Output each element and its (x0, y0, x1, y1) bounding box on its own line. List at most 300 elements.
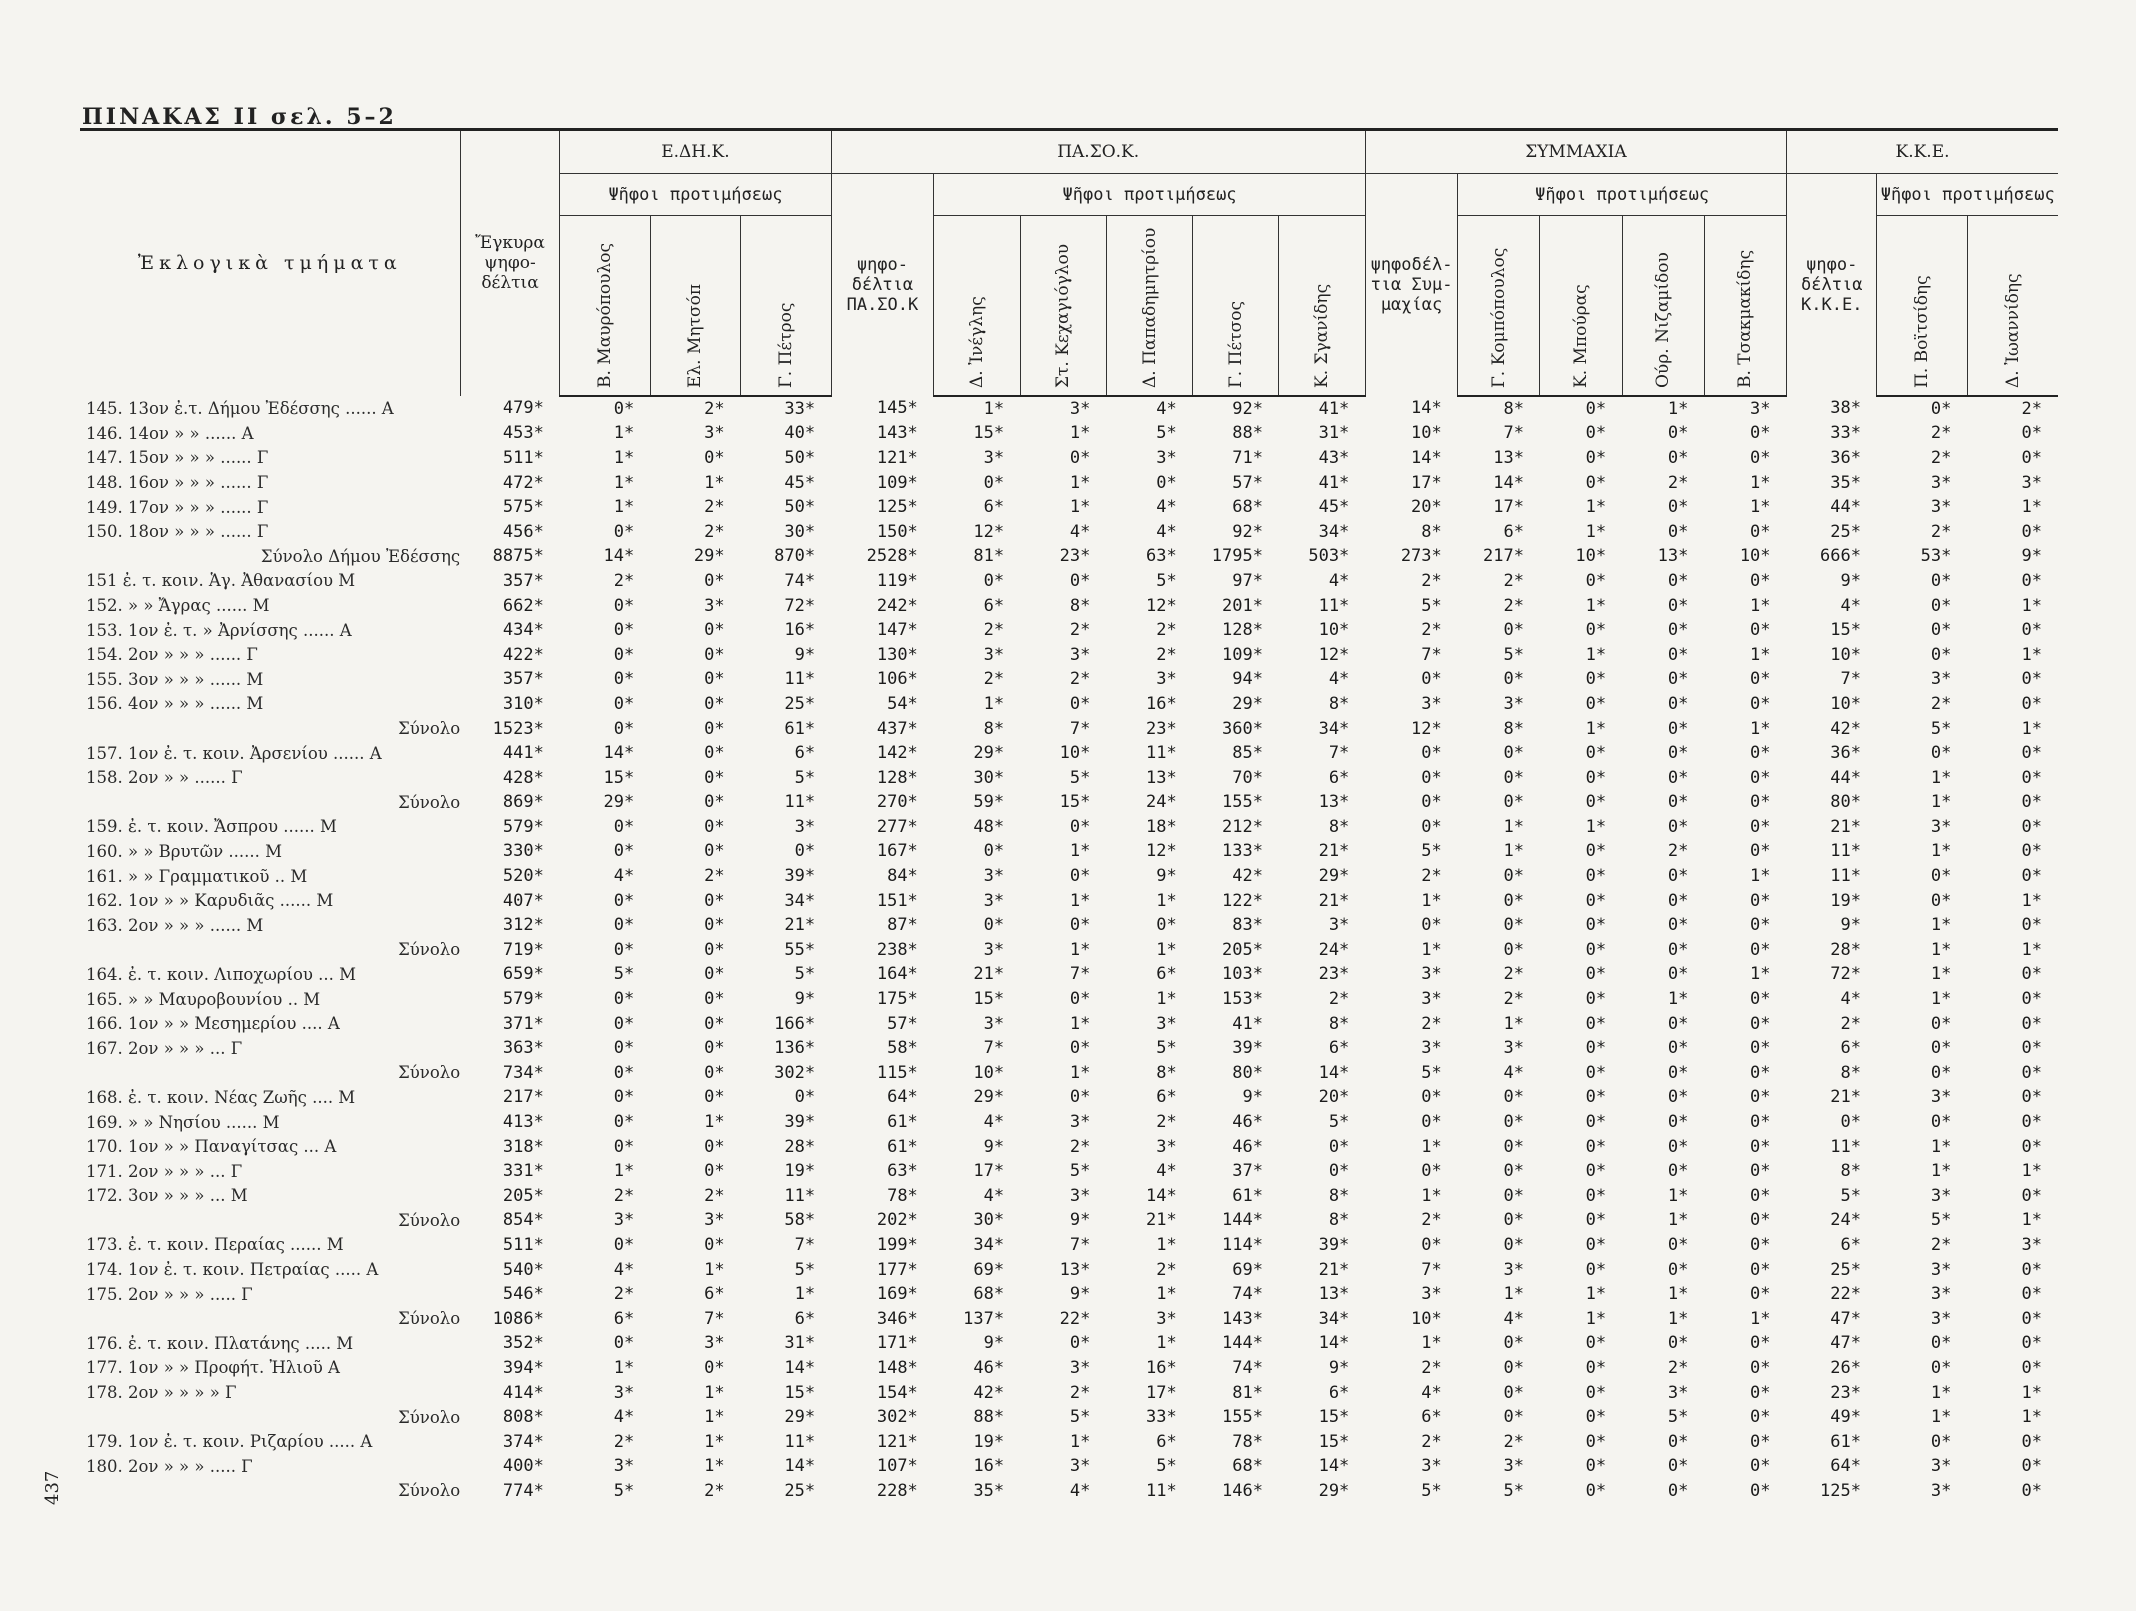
vote-count-cell: 13* (1493, 447, 1524, 468)
vote-count-cell: 0* (794, 841, 816, 862)
vote-count-cell: 14* (1145, 1185, 1177, 1206)
vote-count-cell: 88* (1232, 423, 1263, 444)
vote-count-cell: 0* (1069, 816, 1091, 837)
vote-count-cell: 1* (1585, 1284, 1607, 1305)
vote-count-cell: 3* (983, 1013, 1005, 1034)
vote-count-cell: 3* (1156, 669, 1177, 690)
vote-count-cell: 1* (1503, 841, 1524, 862)
vote-count-cell: 0* (704, 1062, 725, 1083)
vote-count-cell: 0* (613, 718, 635, 739)
vote-count-cell: 1* (1930, 989, 1952, 1010)
vote-count-cell: 0* (1585, 669, 1607, 690)
vote-count-cell: 0* (613, 1112, 635, 1133)
vote-count-cell: 2* (983, 669, 1005, 690)
vote-count-cell: 155* (1222, 792, 1263, 813)
vote-count-cell: 1* (1156, 890, 1177, 911)
table-row (80, 1011, 2058, 1036)
vote-count-cell: 870* (774, 546, 816, 567)
vote-count-cell: 7* (1069, 964, 1091, 985)
vote-count-cell: 1* (1585, 718, 1607, 739)
vote-count-cell: 23* (1145, 718, 1177, 739)
vote-count-cell: 5* (1421, 595, 1442, 616)
vote-count-cell: 3* (704, 595, 725, 616)
vote-count-cell: 0* (1750, 1259, 1771, 1280)
vote-count-cell: 39* (1318, 1234, 1350, 1255)
vote-count-cell: 3* (1069, 644, 1091, 665)
vote-count-cell: 2* (1503, 570, 1524, 591)
vote-count-cell: 0* (1503, 669, 1524, 690)
vote-count-cell: 0* (1750, 1431, 1771, 1452)
vote-count-cell: 0* (1503, 1234, 1524, 1255)
vote-count-cell: 0* (1585, 1161, 1607, 1182)
vote-count-cell: 1* (704, 1407, 725, 1428)
vote-count-cell: 4* (1156, 521, 1177, 542)
vote-count-cell: 6* (1156, 1431, 1177, 1452)
vote-count-cell: 0* (1667, 1087, 1689, 1108)
vote-count-cell: 0* (1750, 1161, 1771, 1182)
vote-count-cell: 0* (704, 644, 725, 665)
vote-count-cell: 30* (784, 521, 816, 542)
vote-count-cell: 63* (887, 1161, 918, 1182)
vote-count-cell: 61* (784, 718, 816, 739)
table-row (80, 839, 2058, 864)
polling-station-label: 161. » » Γραμματικοῦ .. Μ (86, 866, 308, 886)
vote-count-cell: 2* (1930, 423, 1952, 444)
vote-count-cell: 1* (1069, 841, 1091, 862)
vote-count-cell: 394* (502, 1357, 544, 1378)
vote-count-cell: 0* (704, 767, 725, 788)
vote-count-cell: 472* (502, 472, 544, 493)
vote-count-cell: 17* (1411, 472, 1442, 493)
vote-count-cell: 0* (1069, 1087, 1091, 1108)
vote-count-cell: 55* (784, 939, 816, 960)
polling-station-label: 156. 4ον » » » ...... Μ (86, 694, 264, 714)
vote-count-cell: 666* (1819, 546, 1861, 567)
vote-count-cell: 151* (876, 890, 918, 911)
vote-count-cell: 36* (1830, 447, 1861, 468)
vote-count-cell: 0* (1421, 1234, 1442, 1255)
table-row (80, 495, 2058, 520)
vote-count-cell: 1* (704, 1259, 725, 1280)
vote-count-cell: 2* (613, 1185, 635, 1206)
vote-count-cell: 0* (2021, 1357, 2042, 1378)
vote-count-cell: 0* (1667, 767, 1689, 788)
vote-count-cell: 0* (1667, 1161, 1689, 1182)
vote-count-cell: 0* (2021, 1308, 2042, 1329)
vote-count-cell: 6* (1328, 1382, 1350, 1403)
vote-count-cell: 0* (704, 1087, 725, 1108)
vote-count-cell: 0* (1750, 1480, 1771, 1501)
vote-count-cell: 1* (1750, 1308, 1771, 1329)
vote-count-cell: 1* (1421, 890, 1442, 911)
table-row (80, 1159, 2058, 1184)
vote-count-cell: 44* (1830, 767, 1861, 788)
vote-count-cell: 0* (1585, 989, 1607, 1010)
vote-count-cell: 1* (704, 472, 725, 493)
vote-count-cell: 3* (1503, 1038, 1524, 1059)
vote-count-cell: 546* (502, 1284, 544, 1305)
polling-station-label: Σύνολο (398, 719, 461, 739)
vote-count-cell: 29* (973, 1087, 1005, 1108)
vote-count-cell: 4* (1069, 1480, 1091, 1501)
vote-count-cell: 30* (973, 1210, 1005, 1231)
vote-count-cell: 5* (1156, 1038, 1177, 1059)
vote-count-cell: 4* (983, 1112, 1005, 1133)
table-row (80, 1282, 2058, 1307)
vote-count-cell: 1* (1585, 521, 1607, 542)
vote-count-cell: 0* (704, 792, 725, 813)
vote-count-cell: 8* (1503, 398, 1524, 419)
vote-count-cell: 3* (1421, 693, 1442, 714)
polling-station-label: 146. 14ον » » ...... Α (86, 423, 254, 443)
vote-count-cell: 0* (983, 570, 1005, 591)
vote-count-cell: 0* (1585, 1062, 1607, 1083)
vote-count-cell: 479* (502, 398, 544, 419)
table-row (80, 962, 2058, 987)
vote-count-cell: 2528* (866, 546, 918, 567)
vote-count-cell: 0* (1750, 939, 1771, 960)
vote-count-cell: 4* (1840, 989, 1861, 1010)
vote-count-cell: 0* (704, 1357, 725, 1378)
vote-count-cell: 1* (1156, 989, 1177, 1010)
vote-count-cell: 0* (1503, 1407, 1524, 1428)
vote-count-cell: 0* (1328, 1136, 1350, 1157)
vote-count-cell: 3* (1156, 1136, 1177, 1157)
vote-count-cell: 228* (876, 1480, 918, 1501)
vote-count-cell: 2* (983, 620, 1005, 641)
vote-count-cell: 0* (704, 915, 725, 936)
vote-count-cell: 14* (784, 1357, 816, 1378)
table-row (80, 618, 2058, 643)
vote-count-cell: 1* (1930, 1407, 1952, 1428)
vote-count-cell: 1086* (492, 1308, 544, 1329)
vote-count-cell: 14* (1318, 1456, 1350, 1477)
vote-count-cell: 8* (1328, 1013, 1350, 1034)
vote-count-cell: 0* (1421, 743, 1442, 764)
vote-count-cell: 1* (1750, 497, 1771, 518)
vote-count-cell: 0* (1667, 915, 1689, 936)
vote-count-cell: 1* (1585, 816, 1607, 837)
vote-count-cell: 136* (774, 1038, 816, 1059)
vote-count-cell: 61* (1830, 1431, 1861, 1452)
vote-count-cell: 6* (1156, 964, 1177, 985)
vote-count-cell: 2* (1156, 1112, 1177, 1133)
vote-count-cell: 0* (613, 915, 635, 936)
vote-count-cell: 277* (876, 816, 918, 837)
vote-count-cell: 0* (1667, 1333, 1689, 1354)
vote-count-cell: 15* (784, 1382, 816, 1403)
vote-count-cell: 1* (1503, 1013, 1524, 1034)
vote-count-cell: 30* (973, 767, 1005, 788)
vote-count-cell: 808* (502, 1407, 544, 1428)
vote-count-cell: 0* (2021, 1013, 2042, 1034)
vote-count-cell: 0* (704, 570, 725, 591)
vote-count-cell: 1* (1069, 939, 1091, 960)
vote-count-cell: 2* (1156, 1259, 1177, 1280)
vote-count-cell: 42* (973, 1382, 1005, 1403)
vote-count-cell: 3* (1421, 1456, 1442, 1477)
vote-count-cell: 0* (1930, 595, 1952, 616)
table-row (80, 1380, 2058, 1405)
vote-count-cell: 1* (1750, 964, 1771, 985)
vote-count-cell: 371* (502, 1013, 544, 1034)
vote-count-cell: 579* (502, 989, 544, 1010)
vote-count-cell: 121* (876, 1431, 918, 1452)
vote-count-cell: 3* (983, 447, 1005, 468)
vote-count-cell: 34* (973, 1234, 1005, 1255)
vote-count-cell: 34* (1318, 718, 1350, 739)
vote-count-cell: 1* (2021, 939, 2042, 960)
vote-count-cell: 0* (1667, 447, 1689, 468)
preference-votes-header: Ψῆφοι προτιμήσεως (934, 174, 1366, 216)
vote-count-cell: 312* (502, 915, 544, 936)
vote-count-cell: 3* (1156, 447, 1177, 468)
vote-count-cell: 0* (1585, 841, 1607, 862)
subtotal-row (80, 1479, 2058, 1504)
vote-count-cell: 0* (1585, 1333, 1607, 1354)
vote-count-cell: 1* (1667, 1308, 1689, 1329)
polling-station-label: 167. 2ον » » » ... Γ (86, 1038, 243, 1058)
table-row (80, 864, 2058, 889)
vote-count-cell: 31* (784, 1333, 816, 1354)
vote-count-cell: 1* (1421, 1333, 1442, 1354)
polling-station-label: 177. 1ον » » Προφήτ. Ἠλιοῦ Α (86, 1358, 340, 1378)
vote-count-cell: 0* (1750, 890, 1771, 911)
vote-count-cell: 0* (704, 669, 725, 690)
vote-count-cell: 1* (794, 1284, 816, 1305)
vote-count-cell: 3* (983, 939, 1005, 960)
vote-count-cell: 80* (1830, 792, 1861, 813)
vote-count-cell: 3* (1930, 1308, 1952, 1329)
vote-count-cell: 74* (784, 570, 816, 591)
vote-count-cell: 3* (1750, 398, 1771, 419)
vote-count-cell: 0* (2021, 1333, 2042, 1354)
vote-count-cell: 21* (1318, 890, 1350, 911)
vote-count-cell: 146* (1222, 1480, 1263, 1501)
table-row (80, 1036, 2058, 1061)
vote-count-cell: 4* (613, 866, 635, 887)
vote-count-cell: 1* (1930, 841, 1952, 862)
vote-count-cell: 39* (784, 1112, 816, 1133)
vote-count-cell: 0* (1069, 447, 1091, 468)
vote-count-cell: 1* (1156, 1234, 1177, 1255)
vote-count-cell: 4* (1156, 1161, 1177, 1182)
vote-count-cell: 5* (1930, 1210, 1952, 1231)
vote-count-cell: 53* (1920, 546, 1952, 567)
vote-count-cell: 2* (1667, 841, 1689, 862)
vote-count-cell: 16* (973, 1456, 1005, 1477)
vote-count-cell: 44* (1830, 497, 1861, 518)
vote-count-cell: 144* (1222, 1333, 1263, 1354)
vote-count-cell: 84* (887, 866, 918, 887)
vote-count-cell: 0* (1667, 521, 1689, 542)
vote-count-cell: 45* (784, 472, 816, 493)
vote-count-cell: 92* (1232, 521, 1263, 542)
vote-count-cell: 0* (1421, 767, 1442, 788)
vote-count-cell: 331* (502, 1161, 544, 1182)
vote-count-cell: 363* (502, 1038, 544, 1059)
vote-count-cell: 9* (1069, 1210, 1091, 1231)
vote-count-cell: 14* (603, 546, 635, 567)
table-row (80, 446, 2058, 471)
vote-count-cell: 0* (613, 890, 635, 911)
vote-count-cell: 1* (1069, 890, 1091, 911)
vote-count-cell: 128* (876, 767, 918, 788)
vote-count-cell: 46* (1232, 1112, 1263, 1133)
vote-count-cell: 119* (876, 570, 918, 591)
vote-count-cell: 1* (2021, 497, 2042, 518)
vote-count-cell: 19* (973, 1431, 1005, 1452)
vote-count-cell: 212* (1222, 816, 1263, 837)
vote-count-cell: 2* (1069, 1382, 1091, 1403)
vote-count-cell: 0* (1503, 915, 1524, 936)
vote-count-cell: 0* (613, 620, 635, 641)
vote-count-cell: 201* (1222, 595, 1263, 616)
polling-station-label: 169. » » Νησίου ...... Μ (86, 1112, 280, 1132)
vote-count-cell: 74* (1232, 1284, 1263, 1305)
vote-count-cell: 58* (784, 1210, 816, 1231)
vote-count-cell: 0* (704, 743, 725, 764)
vote-count-cell: 1* (1069, 1062, 1091, 1083)
polling-station-label: 180. 2ον » » » ..... Γ (86, 1456, 253, 1476)
vote-count-cell: 147* (876, 620, 918, 641)
vote-count-cell: 15* (973, 989, 1005, 1010)
vote-count-cell: 11* (1830, 841, 1861, 862)
vote-count-cell: 1* (1421, 1185, 1442, 1206)
vote-count-cell: 5* (794, 1259, 816, 1280)
vote-count-cell: 0* (1585, 915, 1607, 936)
vote-count-cell: 107* (876, 1456, 918, 1477)
candidate-header: Δ. Παπαδημητρίου (1106, 216, 1192, 396)
vote-count-cell: 0* (1750, 620, 1771, 641)
vote-count-cell: 34* (1318, 521, 1350, 542)
vote-count-cell: 0* (1585, 1112, 1607, 1133)
polling-station-label: 179. 1ον ἐ. τ. κοιν. Ριζαρίου ..... Α (86, 1432, 373, 1452)
vote-count-cell: 0* (1930, 1357, 1952, 1378)
vote-count-cell: 13* (1059, 1259, 1091, 1280)
table-row (80, 569, 2058, 594)
vote-count-cell: 1* (1156, 1333, 1177, 1354)
vote-count-cell: 357* (502, 669, 544, 690)
vote-count-cell: 0* (1667, 890, 1689, 911)
vote-count-cell: 0* (1421, 816, 1442, 837)
vote-count-cell: 0* (1069, 866, 1091, 887)
vote-count-cell: 0* (704, 964, 725, 985)
vote-count-cell: 0* (1421, 915, 1442, 936)
candidate-header: Στ. Κεχαγιόγλου (1020, 216, 1106, 396)
vote-count-cell: 0* (1667, 718, 1689, 739)
table-body (80, 396, 2058, 1504)
vote-count-cell: 238* (876, 939, 918, 960)
vote-count-cell: 3* (1930, 1259, 1952, 1280)
vote-count-cell: 0* (1421, 1161, 1442, 1182)
vote-count-cell: 15* (603, 767, 635, 788)
vote-count-cell: 0* (1750, 1407, 1771, 1428)
vote-count-cell: 7* (1840, 669, 1861, 690)
vote-count-cell: 0* (1069, 693, 1091, 714)
preference-votes-header: Ψῆφοι προτιμήσεως (1458, 174, 1787, 216)
vote-count-cell: 2* (1503, 989, 1524, 1010)
vote-count-cell: 0* (704, 841, 725, 862)
vote-count-cell: 0* (1930, 743, 1952, 764)
vote-count-cell: 2* (704, 521, 725, 542)
vote-count-cell: 11* (1145, 743, 1177, 764)
vote-count-cell: 87* (887, 915, 918, 936)
vote-count-cell: 3* (1930, 1087, 1952, 1108)
vote-count-cell: 414* (502, 1382, 544, 1403)
vote-count-cell: 1* (2021, 1210, 2042, 1231)
vote-count-cell: 0* (2021, 693, 2042, 714)
vote-count-cell: 0* (704, 1038, 725, 1059)
party-header-edik: Ε.ΔΗ.Κ. (560, 130, 831, 174)
vote-count-cell: 0* (1930, 1038, 1952, 1059)
vote-count-cell: 115* (876, 1062, 918, 1083)
vote-count-cell: 0* (1585, 866, 1607, 887)
vote-count-cell: 10* (1411, 1308, 1442, 1329)
vote-count-cell: 9* (1840, 915, 1861, 936)
vote-count-cell: 0* (1503, 1333, 1524, 1354)
vote-count-cell: 2* (1930, 1234, 1952, 1255)
vote-count-cell: 0* (1750, 1062, 1771, 1083)
vote-count-cell: 1* (1930, 1136, 1952, 1157)
vote-count-cell: 47* (1830, 1308, 1861, 1329)
vote-count-cell: 0* (704, 989, 725, 1010)
preference-votes-header: Ψῆφοι προτιμήσεως (560, 174, 831, 216)
vote-count-cell: 1* (1503, 1284, 1524, 1305)
vote-count-cell: 71* (1232, 447, 1263, 468)
page-title: ΠΙΝΑΚΑΣ ΙΙ σελ. 5–2 (82, 104, 397, 130)
vote-count-cell: 0* (1585, 1136, 1607, 1157)
vote-count-cell: 15* (1830, 620, 1861, 641)
vote-count-cell: 9* (1840, 570, 1861, 591)
vote-count-cell: 0* (1585, 1038, 1607, 1059)
vote-count-cell: 0* (1667, 570, 1689, 591)
vote-count-cell: 3* (704, 1210, 725, 1231)
vote-count-cell: 2* (1503, 964, 1524, 985)
vote-count-cell: 2* (1503, 1431, 1524, 1452)
vote-count-cell: 10* (1575, 546, 1607, 567)
vote-count-cell: 0* (613, 1038, 635, 1059)
vote-count-cell: 0* (1585, 939, 1607, 960)
vote-count-cell: 0* (1750, 841, 1771, 862)
vote-count-cell: 17* (973, 1161, 1005, 1182)
vote-count-cell: 0* (2021, 866, 2042, 887)
vote-count-cell: 270* (876, 792, 918, 813)
vote-count-cell: 0* (613, 1013, 635, 1034)
vote-count-cell: 0* (1585, 1431, 1607, 1452)
vote-count-cell: 0* (1930, 644, 1952, 665)
vote-count-cell: 41* (1232, 1013, 1263, 1034)
vote-count-cell: 0* (1667, 1431, 1689, 1452)
vote-count-cell: 0* (613, 939, 635, 960)
vote-count-cell: 40* (784, 423, 816, 444)
vote-count-cell: 3* (1328, 915, 1350, 936)
subtotal-row (80, 1405, 2058, 1430)
vote-count-cell: 41* (1318, 398, 1350, 419)
table-row (80, 888, 2058, 913)
vote-count-cell: 5* (1667, 1407, 1689, 1428)
vote-count-cell: 1* (1930, 915, 1952, 936)
vote-count-cell: 0* (1750, 1087, 1771, 1108)
vote-count-cell: 4* (613, 1259, 635, 1280)
vote-count-cell: 0* (2021, 816, 2042, 837)
vote-count-cell: 25* (1830, 1259, 1861, 1280)
subtotal-row (80, 938, 2058, 963)
candidate-header: Β. Μαυρόπουλος (560, 216, 650, 396)
vote-count-cell: 3* (983, 890, 1005, 911)
table-row (80, 987, 2058, 1012)
vote-count-cell: 23* (1830, 1382, 1861, 1403)
